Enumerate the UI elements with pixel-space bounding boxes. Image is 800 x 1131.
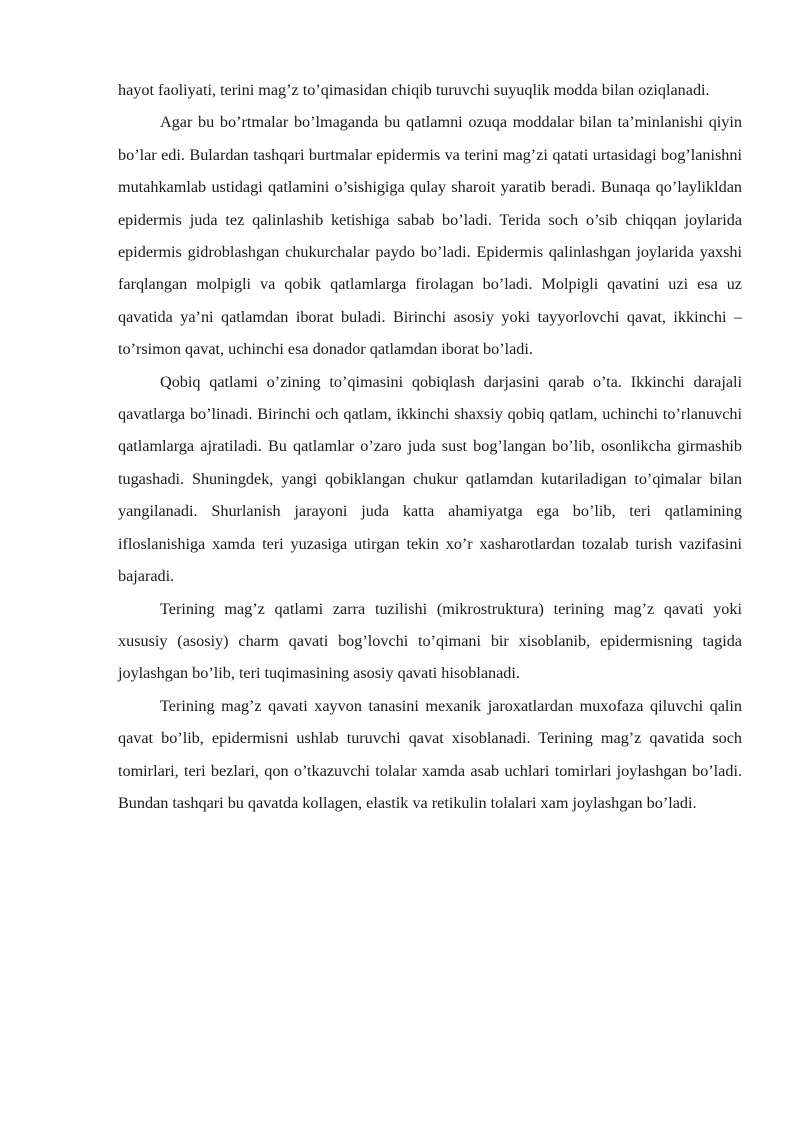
paragraph-2: Agar bu bo’rtmalar bo’lmaganda bu qatlamni ozuqa moddalar bilan ta’minlanishi qiyin bo’lar edi. Bulardan tashqari burtmalar epidermis va terini mag’zi qatati urtasidagi bog’lanishni mutahkamlab ustidagi qatlamini o’sishigiga qulay sharoit yaratib beradi. Bunaqa qo’laylikldan epidermis juda tez qalinlashib ketishiga sabab bo’ladi. Terida soch o’sib chiqqan joylarida epidermis gidroblashgan chukurchalar paydo bo’ladi. Epidermis qalinlashgan joylarida yaxshi farqlangan molpigli va qobik qatlamlarga firolagan bo’ladi. Molpigli qavatini uzi esa uz qavatida ya’ni qatlamdan iborat buladi. Birinchi asosiy yoki tayyorlovchi qavat, ikkinchi – to’rsimon qavat, uchinchi esa donador qatlamdan iborat bo’ladi. (118, 113, 742, 359)
paragraph-4: Terining mag’z qatlami zarra tuzilishi (mikrostruktura) terining mag’z qavati yoki xususiy (asosiy) charm qavati bog’lovchi to’qimani bir xisoblanib, epidermisning tagida joylashgan bo’lib, teri tuqimasining asosiy qavati hisoblanadi. (118, 599, 742, 683)
paragraph-5: Terining mag’z qavati xayvon tanasini mexanik jaroxatlardan muxofaza qiluvchi qalin qavat bo’lib, epidermisni ushlab turuvchi qavat xisoblanadi. Terining mag’z qavatida soch tomirlari, teri bezlari, qon o’tkazuvchi tolalar xamda asab uchlari tomirlari joylashgan bo’ladi. Bundan tashqari bu qavatda kollagen, elastik va retikulin tolalari xam joylashgan bo’ladi. (118, 696, 742, 812)
paragraph-3: Qobiq qatlami o’zining to’qimasini qobiqlash darjasini qarab o’ta. Ikkinchi darajali qavatlarga bo’linadi. Birinchi och qatlam, ikkinchi shaxsiy qobiq qatlam, uchinchi to’rlanuvchi qatlamlarga ajratiladi. Bu qatlamlar o’zaro juda sust bog’langan bo’lib, osonlikcha girmashib tugashadi. Shuningdek, yangi qobiklangan chukur qatlamdan kutariladigan to’qimalar bilan yangilanadi. Shurlanish jarayoni juda katta ahamiyatga ega bo’lib, teri qatlamining ifloslanishiga xamda teri yuzasiga utirgan tekin xo’r xasharotlardan tozalab turish vazifasini bajaradi. (118, 372, 742, 586)
document-page (118, 74, 742, 819)
paragraph-1: hayot faoliyati, terini mag’z to’qimasidan chiqib turuvchi suyuqlik modda bilan oziqlanadi. (118, 81, 710, 99)
